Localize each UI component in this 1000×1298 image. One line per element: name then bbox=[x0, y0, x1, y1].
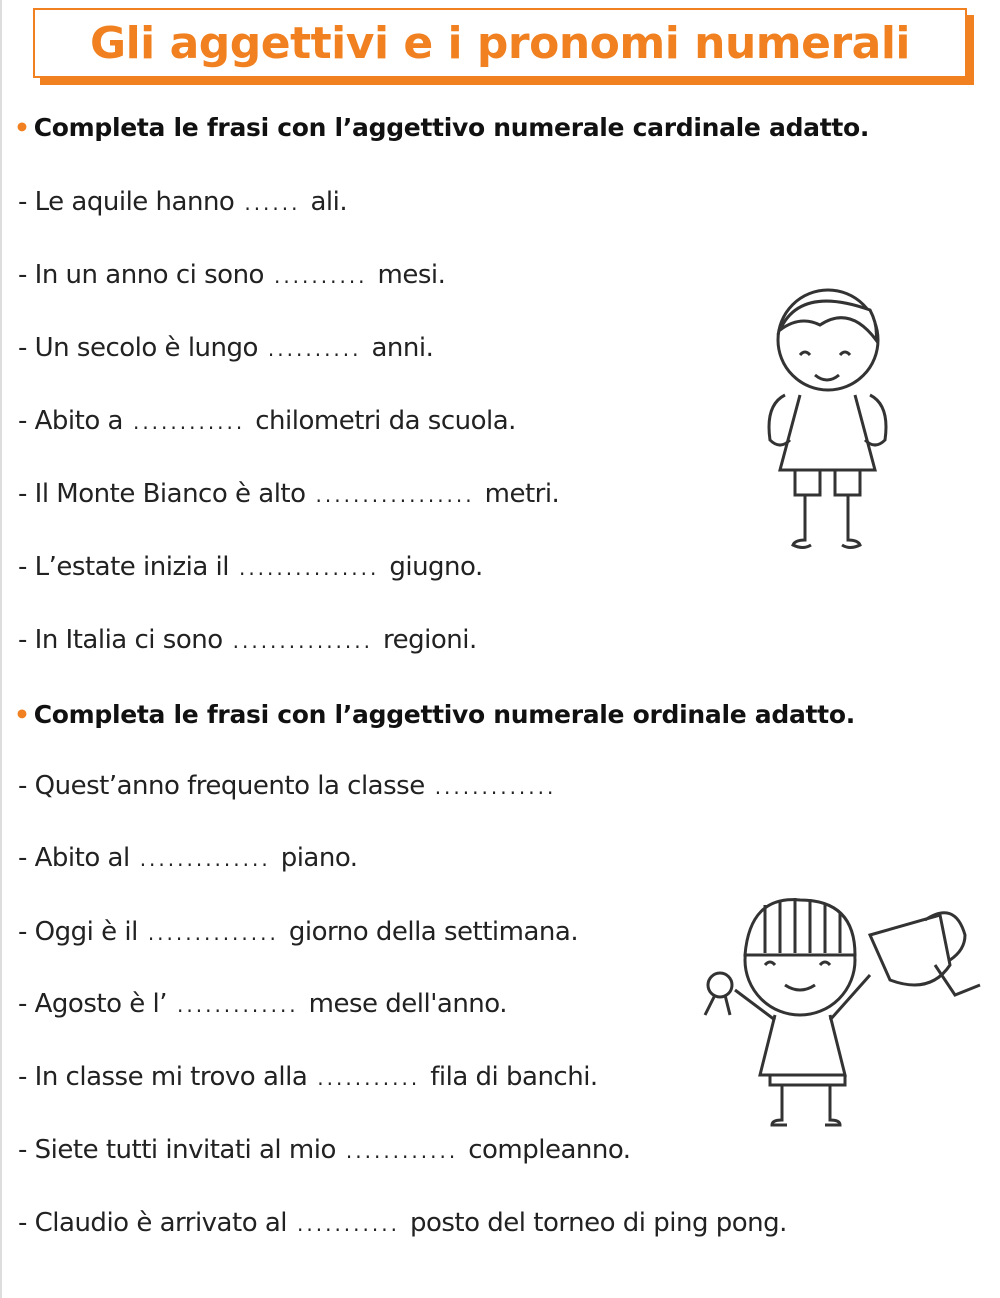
instruction-heading bbox=[14, 113, 869, 142]
exercise-sentence bbox=[18, 989, 507, 1019]
answer-blank[interactable]: ........... bbox=[297, 1212, 400, 1236]
sentence-end: mese dell'anno. bbox=[308, 989, 508, 1019]
sentence-start: - In un anno ci sono bbox=[18, 260, 264, 290]
sentence-start: - Quest’anno frequento la classe bbox=[18, 771, 425, 801]
answer-blank[interactable]: ............... bbox=[238, 556, 380, 580]
sentence-start: - In Italia ci sono bbox=[18, 625, 223, 655]
instruction-text: Completa le frasi con l’aggettivo numerale ordinale adatto. bbox=[33, 700, 855, 729]
answer-blank[interactable]: .............. bbox=[139, 847, 271, 871]
answer-blank[interactable]: ............. bbox=[434, 775, 557, 799]
answer-blank[interactable]: .............. bbox=[147, 921, 279, 945]
boy-with-trophy-illustration bbox=[690, 885, 990, 1140]
exercise-sentence bbox=[18, 625, 477, 655]
answer-blank[interactable]: ............. bbox=[177, 993, 299, 1017]
exercise-sentence bbox=[18, 552, 483, 582]
answer-blank[interactable]: ...... bbox=[244, 191, 301, 215]
sentence-end: anni. bbox=[371, 333, 434, 363]
exercise-sentence bbox=[18, 917, 578, 947]
exercise-sentence bbox=[18, 406, 516, 436]
sentence-end: giorno della settimana. bbox=[288, 917, 579, 947]
sentence-start: - Le aquile hanno bbox=[18, 187, 235, 217]
exercise-sentence bbox=[18, 1208, 787, 1238]
sentence-end: metri. bbox=[484, 479, 560, 509]
boy-with-backpack-illustration bbox=[760, 285, 900, 555]
sentence-start: - L’estate inizia il bbox=[18, 552, 229, 582]
exercise-sentence bbox=[18, 843, 358, 873]
sentence-end: piano. bbox=[280, 843, 358, 873]
answer-blank[interactable]: ........... bbox=[317, 1066, 421, 1090]
answer-blank[interactable]: ............ bbox=[132, 410, 246, 434]
bullet-icon: • bbox=[14, 700, 30, 729]
sentence-start: - Oggi è il bbox=[18, 917, 138, 947]
answer-blank[interactable]: .......... bbox=[267, 337, 362, 361]
exercise-sentence bbox=[18, 260, 445, 290]
instruction-heading bbox=[14, 700, 855, 729]
sentence-end: posto del torneo di ping pong. bbox=[409, 1208, 787, 1238]
sentence-start: - Il Monte Bianco è alto bbox=[18, 479, 306, 509]
page-title: Gli aggettivi e i pronomi numerali bbox=[89, 17, 911, 69]
sentence-start: - Un secolo è lungo bbox=[18, 333, 258, 363]
sentence-end: compleanno. bbox=[468, 1135, 631, 1165]
exercise-sentence bbox=[18, 479, 559, 509]
answer-blank[interactable]: ............ bbox=[345, 1139, 459, 1163]
exercise-sentence bbox=[18, 187, 347, 217]
bullet-icon: • bbox=[14, 113, 30, 142]
exercise-sentence bbox=[18, 1062, 598, 1092]
sentence-start: - Claudio è arrivato al bbox=[18, 1208, 288, 1238]
sentence-end: regioni. bbox=[383, 625, 477, 655]
sentence-start: - Abito al bbox=[18, 843, 130, 873]
exercise-sentence bbox=[18, 771, 566, 801]
exercise-sentence bbox=[18, 333, 433, 363]
sentence-end: ali. bbox=[310, 187, 348, 217]
answer-blank[interactable]: ............... bbox=[232, 629, 373, 653]
sentence-end: giugno. bbox=[389, 552, 483, 582]
sentence-start: - Agosto è l’ bbox=[18, 989, 168, 1019]
sentence-end: mesi. bbox=[377, 260, 446, 290]
answer-blank[interactable]: .......... bbox=[273, 264, 368, 288]
title-box bbox=[33, 8, 967, 78]
sentence-end: chilometri da scuola. bbox=[255, 406, 516, 436]
instruction-text: Completa le frasi con l’aggettivo numerale cardinale adatto. bbox=[33, 113, 870, 142]
sentence-start: - In classe mi trovo alla bbox=[18, 1062, 308, 1092]
page-edge bbox=[0, 0, 2, 1298]
sentence-start: - Siete tutti invitati al mio bbox=[18, 1135, 336, 1165]
sentence-start: - Abito a bbox=[18, 406, 123, 436]
exercise-sentence bbox=[18, 1135, 631, 1165]
answer-blank[interactable]: ................. bbox=[315, 483, 475, 507]
sentence-end: fila di banchi. bbox=[430, 1062, 598, 1092]
